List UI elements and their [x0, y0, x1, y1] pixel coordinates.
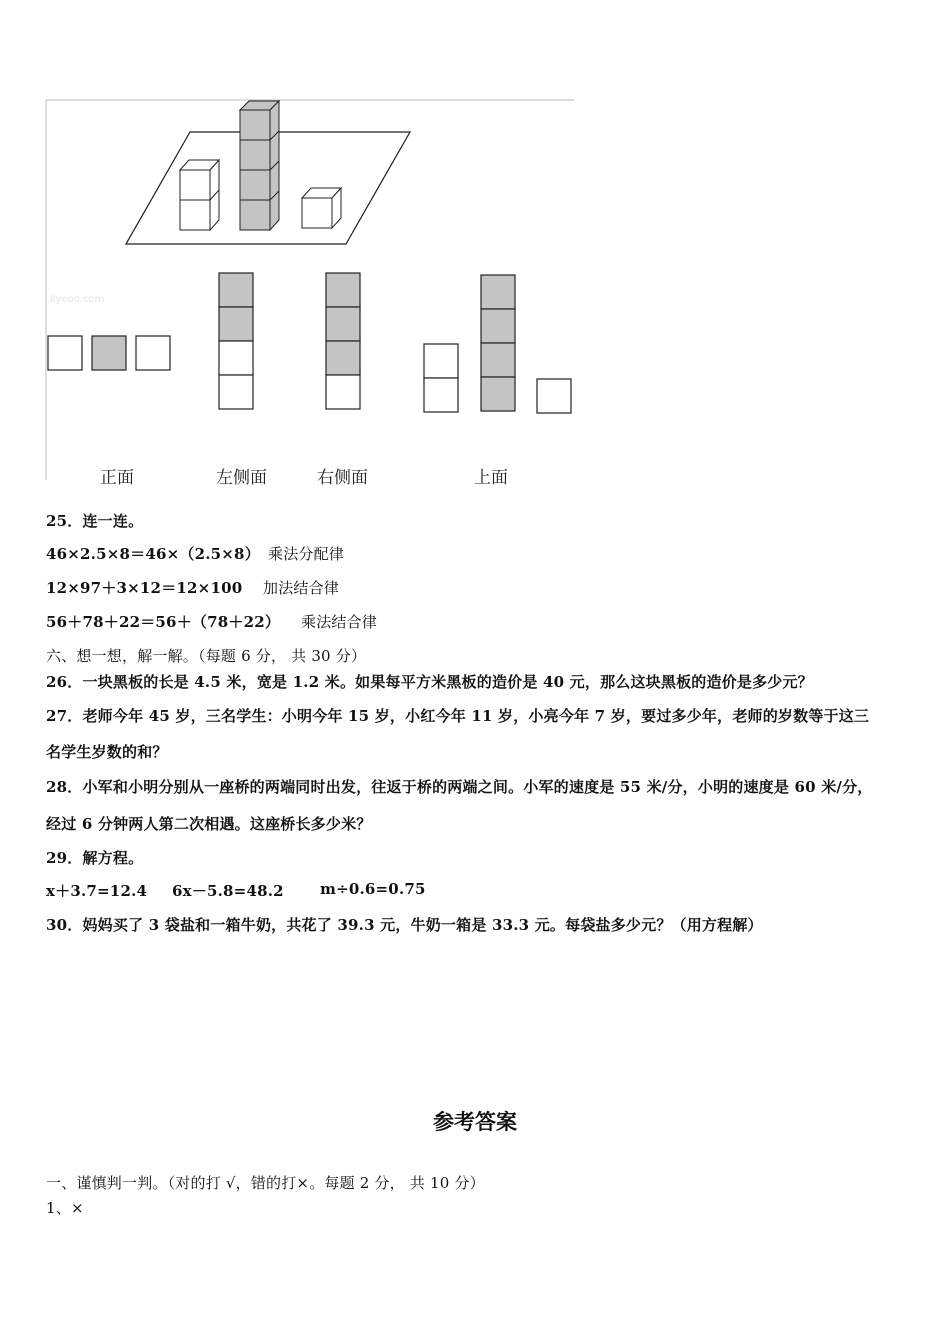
- q29-equations: [46, 880, 426, 901]
- q27-line-1: 27．老师今年 45 岁，三名学生：小明今年 15 岁，小红今年 11 岁，小亮今年 7 岁，要过多少年，老师的岁数等于这三: [46, 707, 870, 725]
- q25-row-2: [46, 577, 340, 598]
- section-6-title: 六、想一想，解一解。（每题 6 分， 共 30 分）: [46, 647, 367, 665]
- q28-line-2: 经过 6 分钟两人第二次相遇。这座桥长多少米？: [46, 815, 372, 833]
- equation-2: 6x－5.8=48.2: [172, 882, 284, 900]
- cube-views-figure: [44, 98, 576, 490]
- q25-title: 25．连一连。: [46, 512, 144, 530]
- label-front-view: 正面: [100, 468, 134, 488]
- label-top-view: 上面: [474, 468, 508, 488]
- answer-key-title: 参考答案: [433, 1109, 517, 1134]
- q25-row-1-expr: 46×2.5×8＝46×（2.5×8）: [46, 545, 260, 563]
- label-right-side-view: 右侧面: [317, 468, 368, 488]
- q26-text: 26．一块黑板的长是 4.5 米，宽是 1.2 米。如果每平方米黑板的造价是 40 元，那么这块黑板的造价是多少元？: [46, 673, 813, 691]
- q29-title: 29．解方程。: [46, 849, 144, 867]
- q25-row-2-law: 加法结合律: [263, 579, 340, 597]
- q25-row-1: [46, 543, 345, 564]
- answer-1: 1、×: [46, 1199, 84, 1217]
- q25-row-3-expr: 56＋78＋22＝56＋（78＋22）: [46, 613, 281, 631]
- cube-diagram: [44, 98, 576, 490]
- front-view: [48, 336, 170, 370]
- label-left-side-view: 左侧面: [216, 468, 267, 488]
- middle-stack-3d: [240, 101, 279, 230]
- right-cube-3d: [302, 188, 341, 228]
- q25-row-3-law: 乘法结合律: [301, 613, 378, 631]
- q30-text: 30．妈妈买了 3 袋盐和一箱牛奶，共花了 39.3 元，牛奶一箱是 33.3 元。每袋盐多少元？（用方程解）: [46, 916, 763, 934]
- answer-section-1-title: 一、谨慎判一判。（对的打 √，错的打×。每题 2 分， 共 10 分）: [46, 1174, 485, 1192]
- q25-row-3: [46, 611, 378, 632]
- watermark-text: llyeoo.com: [50, 294, 105, 305]
- q25-row-2-expr: 12×97＋3×12＝12×100: [46, 579, 243, 597]
- left-side-view: [219, 273, 253, 409]
- left-stack-3d: [180, 160, 219, 230]
- q28-line-1: 28．小军和小明分别从一座桥的两端同时出发，往返于桥的两端之间。小军的速度是 55 米/分，小明的速度是 60 米/分，: [46, 778, 873, 796]
- equation-3: m÷0.6=0.75: [320, 880, 426, 898]
- q27-line-2: 名学生岁数的和？: [46, 743, 168, 761]
- right-side-view: [326, 273, 360, 409]
- q25-row-1-law: 乘法分配律: [268, 545, 345, 563]
- equation-1: x＋3.7=12.4: [46, 882, 148, 900]
- top-view: [424, 275, 571, 413]
